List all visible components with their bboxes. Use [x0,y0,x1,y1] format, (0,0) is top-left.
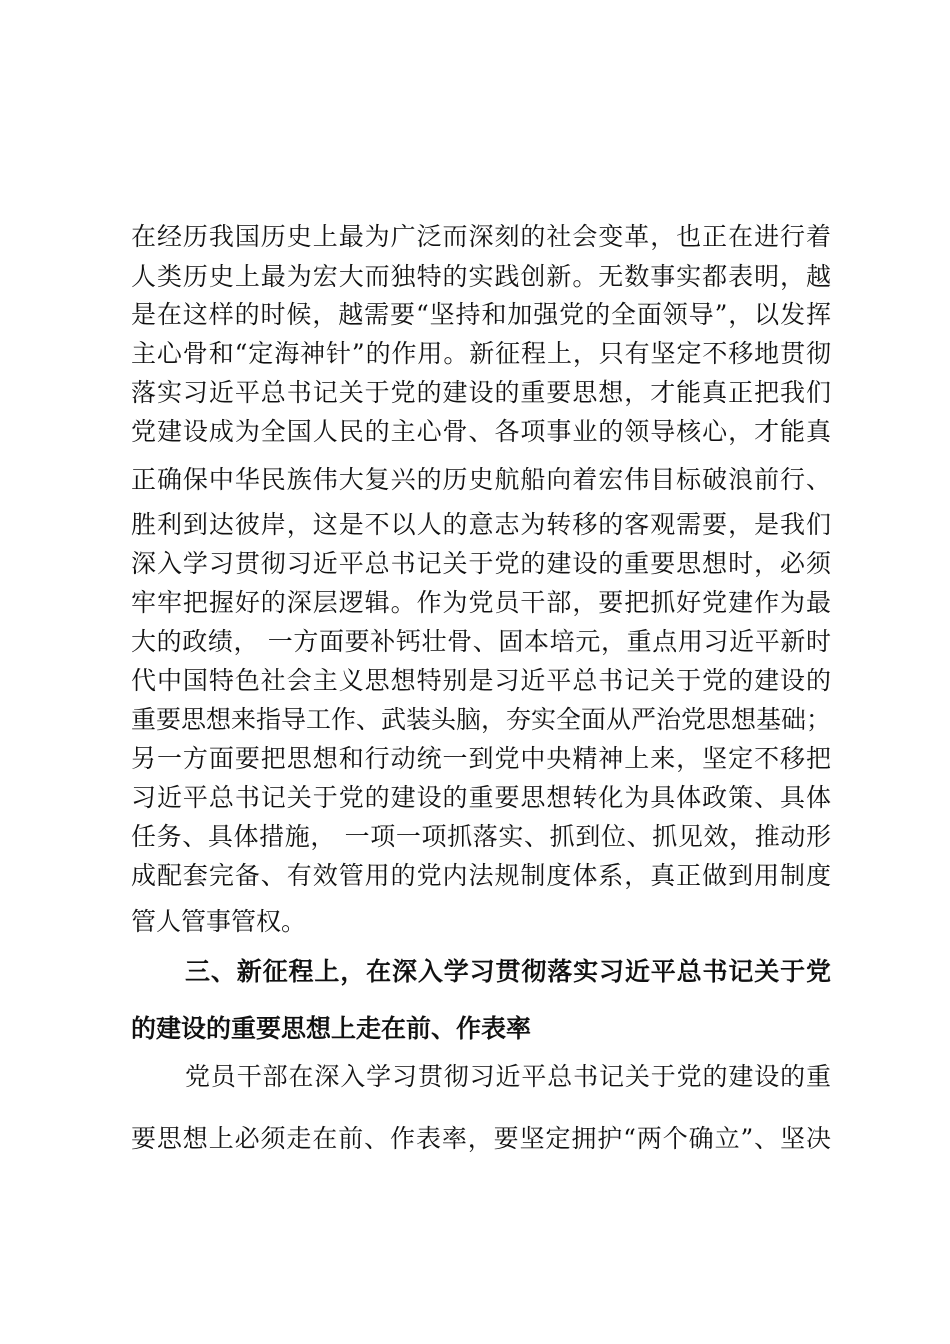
body-text-line: 另一方面要把思想和行动统一到党中央精神上来，坚定不移把 [131,744,831,773]
body-text-line: 牢牢把握好的深层逻辑。作为党员干部，要把抓好党建作为最 [131,588,831,617]
body-text-line: 任务、具体措施， 一项一项抓落实、抓到位、抓见效，推动形 [131,822,831,851]
body-text-line: 党员干部在深入学习贯彻习近平总书记关于党的建设的重 [185,1062,831,1091]
body-text-line: 主心骨和“定海神针”的作用。新征程上，只有坚定不移地贯彻 [131,339,831,368]
body-text-line: 正确保中华民族伟大复兴的历史航船向着宏伟目标破浪前行、 [131,465,831,494]
body-text-line: 重要思想来指导工作、武装头脑，夯实全面从严治党思想基础； [131,705,832,734]
body-text-line: 人类历史上最为宏大而独特的实践创新。无数事实都表明，越 [131,262,831,291]
body-text-line: 胜利到达彼岸，这是不以人的意志为转移的客观需要，是我们 [131,510,831,539]
body-text-line: 是在这样的时候，越需要“坚持和加强党的全面领导”，以发挥 [131,300,831,329]
section-heading-line: 的建设的重要思想上走在前、作表率 [131,1014,532,1043]
body-text-line: 要思想上必须走在前、作表率，要坚定拥护“两个确立”、坚决 [131,1124,831,1153]
body-text-line: 落实习近平总书记关于党的建设的重要思想，才能真正把我们 [131,378,831,407]
body-text-line: 大的政绩， 一方面要补钙壮骨、固本培元，重点用习近平新时 [131,627,831,656]
body-text-line: 在经历我国历史上最为广泛而深刻的社会变革，也正在进行着 [131,222,831,251]
body-text-line: 代中国特色社会主义思想特别是习近平总书记关于党的建设的 [131,666,831,695]
body-text-line: 习近平总书记关于党的建设的重要思想转化为具体政策、具体 [131,783,831,812]
body-text-line: 深入学习贯彻习近平总书记关于党的建设的重要思想时，必须 [131,549,831,578]
section-heading-line: 三、新征程上，在深入学习贯彻落实习近平总书记关于党 [185,957,831,986]
body-text-line: 成配套完备、有效管用的党内法规制度体系，真正做到用制度 [131,861,831,890]
body-text-line: 管人管事管权。 [131,907,307,936]
body-text-line: 党建设成为全国人民的主心骨、各项事业的领导核心，才能真 [131,417,831,446]
